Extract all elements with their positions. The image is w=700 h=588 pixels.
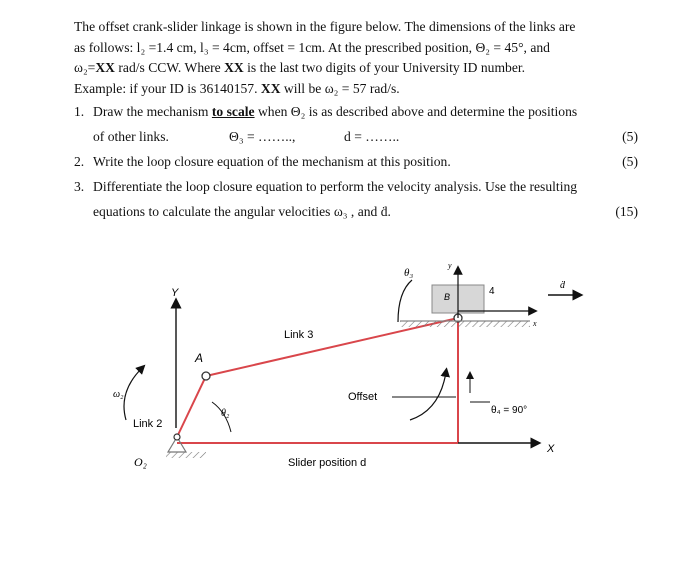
ccw-text: rad/s CCW. Where bbox=[115, 60, 225, 75]
rail-hatch bbox=[400, 321, 530, 327]
to-scale: to scale bbox=[211, 104, 255, 119]
theta3-label: θ₃ bbox=[404, 267, 414, 279]
xx-bold: XX bbox=[95, 60, 115, 75]
theta3-arc bbox=[398, 280, 412, 322]
omega-label: ω₂= bbox=[74, 60, 96, 75]
local-y-label: y bbox=[448, 261, 452, 270]
q3-text-2: equations to calculate the angular velocities ω₃ , and ḋ. bbox=[93, 204, 391, 219]
y-axis-label: Y bbox=[171, 287, 179, 299]
offset-arrow-icon bbox=[410, 372, 446, 420]
offset-label: Offset bbox=[348, 391, 378, 403]
q1-other-links: of other links. bbox=[93, 129, 169, 144]
local-x-label: x bbox=[533, 319, 537, 328]
theta2-label: θ₂ bbox=[221, 408, 230, 419]
omega2-label: ω₂ bbox=[113, 389, 124, 400]
slider-position-label: Slider position d bbox=[288, 457, 367, 469]
q3-points: (15) bbox=[615, 204, 638, 219]
joint-a bbox=[202, 372, 210, 380]
ground-hatch bbox=[166, 452, 206, 458]
o2-label: O₂ bbox=[134, 455, 147, 469]
example-result: will be ω₂ = 57 rad/s. bbox=[280, 80, 400, 96]
x-axis-label: X bbox=[547, 443, 555, 455]
question-number: 3. bbox=[74, 179, 85, 194]
intro-line-1: The offset crank-slider linkage is shown in the figure below. The dimensions of the links are bbox=[74, 19, 576, 34]
theta4-label: θ₄ = 90° bbox=[491, 405, 528, 416]
link-2 bbox=[177, 376, 206, 437]
ddot-label: ḋ bbox=[560, 280, 565, 291]
q1-theta3-blank: Θ₃ = …….., bbox=[229, 129, 296, 144]
point-b-label: B bbox=[444, 292, 451, 302]
question-number: 2. bbox=[74, 154, 85, 169]
q2-text: Write the loop closure equation of the mechanism at this position. bbox=[93, 154, 451, 169]
question-number: 1. bbox=[74, 104, 85, 119]
example-text: Example: if your ID is 36140157. bbox=[74, 80, 261, 96]
xx-bold-3: XX bbox=[260, 80, 281, 96]
intro-line-2: as follows: l₂ =1.4 cm, l₃ = 4cm, offset = 1cm. At the prescribed position, Θ₂ = 45°, and bbox=[74, 39, 550, 55]
link2-label: Link 2 bbox=[133, 418, 163, 430]
q1-text-a: Draw the mechanism bbox=[93, 104, 212, 119]
joint-o2 bbox=[174, 434, 180, 440]
omega2-arc-icon bbox=[124, 368, 142, 420]
link4-label: 4 bbox=[489, 286, 495, 297]
q1-points: (5) bbox=[622, 129, 638, 144]
q1-text-c: when Θ₂ is as described above and determine the positions bbox=[254, 104, 578, 119]
xx-bold-2: XX bbox=[224, 60, 244, 75]
link3-label: Link 3 bbox=[284, 329, 314, 341]
q1-d-blank: d = …….. bbox=[344, 129, 400, 144]
id-text: is the last two digits of your University ID number. bbox=[243, 60, 526, 75]
q2-points: (5) bbox=[622, 154, 638, 169]
point-a-label: A bbox=[195, 351, 204, 365]
q3-text: Differentiate the loop closure equation to perform the velocity analysis. Use the resulting bbox=[93, 179, 578, 194]
